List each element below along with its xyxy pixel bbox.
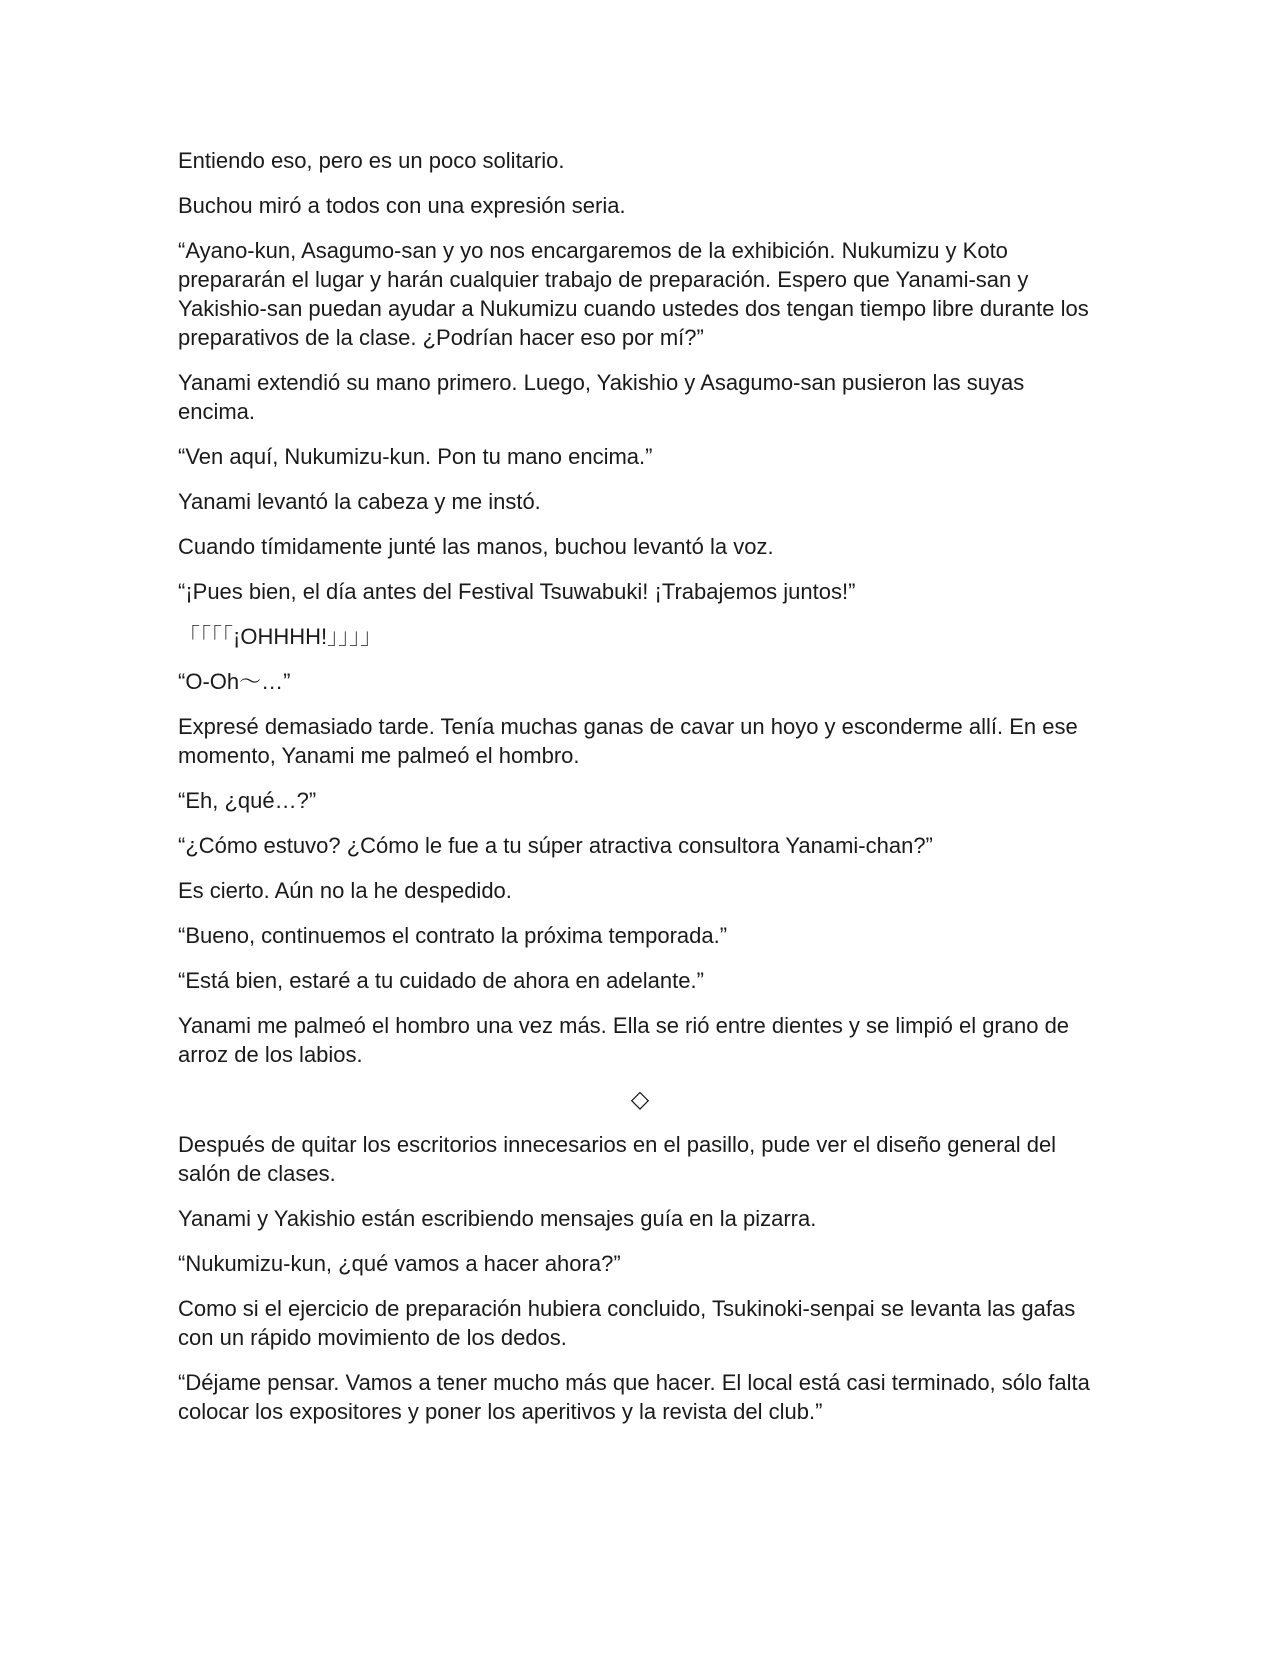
paragraph: “Nukumizu-kun, ¿qué vamos a hacer ahora?” — [178, 1251, 621, 1276]
paragraph: “Bueno, continuemos el contrato la próxima temporada.” — [178, 923, 728, 948]
paragraph: “Ayano-kun, Asagumo-san y yo nos encargaremos de la exhibición. Nukumizu y Koto prepararán el lugar y harán cualquier trabajo de preparación. Espero que Yanami-san y Yakishio-san puedan ayudar a Nukumizu cuando ustedes dos tengan tiempo libre durante los preparativos de la clase. ¿Podrían hacer eso por mí?” — [178, 238, 1089, 350]
paragraph: “¡Pues bien, el día antes del Festival Tsuwabuki! ¡Trabajemos juntos!” — [178, 579, 856, 604]
document-body — [178, 146, 1102, 1442]
paragraph: “O-Oh～…” — [178, 669, 291, 694]
paragraph: Como si el ejercicio de preparación hubiera concluido, Tsukinoki-senpai se levanta las gafas con un rápido movimiento de los dedos. — [178, 1296, 1076, 1350]
paragraph: Cuando tímidamente junté las manos, buchou levantó la voz. — [178, 534, 774, 559]
paragraph: Yanami extendió su mano primero. Luego, Yakishio y Asagumo-san pusieron las suyas encima. — [178, 370, 1025, 424]
paragraph: Es cierto. Aún no la he despedido. — [178, 878, 512, 903]
paragraph: Yanami y Yakishio están escribiendo mensajes guía en la pizarra. — [178, 1206, 817, 1231]
paragraph: Yanami levantó la cabeza y me instó. — [178, 489, 541, 514]
paragraph: “Eh, ¿qué…?” — [178, 788, 317, 813]
paragraph: Buchou miró a todos con una expresión seria. — [178, 193, 626, 218]
paragraph: Entiendo eso, pero es un poco solitario. — [178, 148, 565, 173]
paragraph: “Ven aquí, Nukumizu-kun. Pon tu mano encima.” — [178, 444, 653, 469]
scene-separator: ◇ — [630, 1085, 650, 1113]
paragraph: Expresé demasiado tarde. Tenía muchas ganas de cavar un hoyo y esconderme allí. En ese momento, Yanami me palmeó el hombro. — [178, 714, 1078, 768]
paragraph: “¿Cómo estuvo? ¿Cómo le fue a tu súper atractiva consultora Yanami-chan?” — [178, 833, 933, 858]
paragraph: Yanami me palmeó el hombro una vez más. Ella se rió entre dientes y se limpió el grano de arroz de los labios. — [178, 1013, 1070, 1067]
paragraph: Después de quitar los escritorios innecesarios en el pasillo, pude ver el diseño general del salón de clases. — [178, 1132, 1057, 1186]
paragraph: 「「「「¡OHHHH!」」」」 — [178, 624, 383, 649]
paragraph: “Está bien, estaré a tu cuidado de ahora en adelante.” — [178, 968, 704, 993]
paragraph: “Déjame pensar. Vamos a tener mucho más que hacer. El local está casi terminado, sólo falta colocar los expositores y poner los aperitivos y la revista del club.” — [178, 1370, 1090, 1424]
